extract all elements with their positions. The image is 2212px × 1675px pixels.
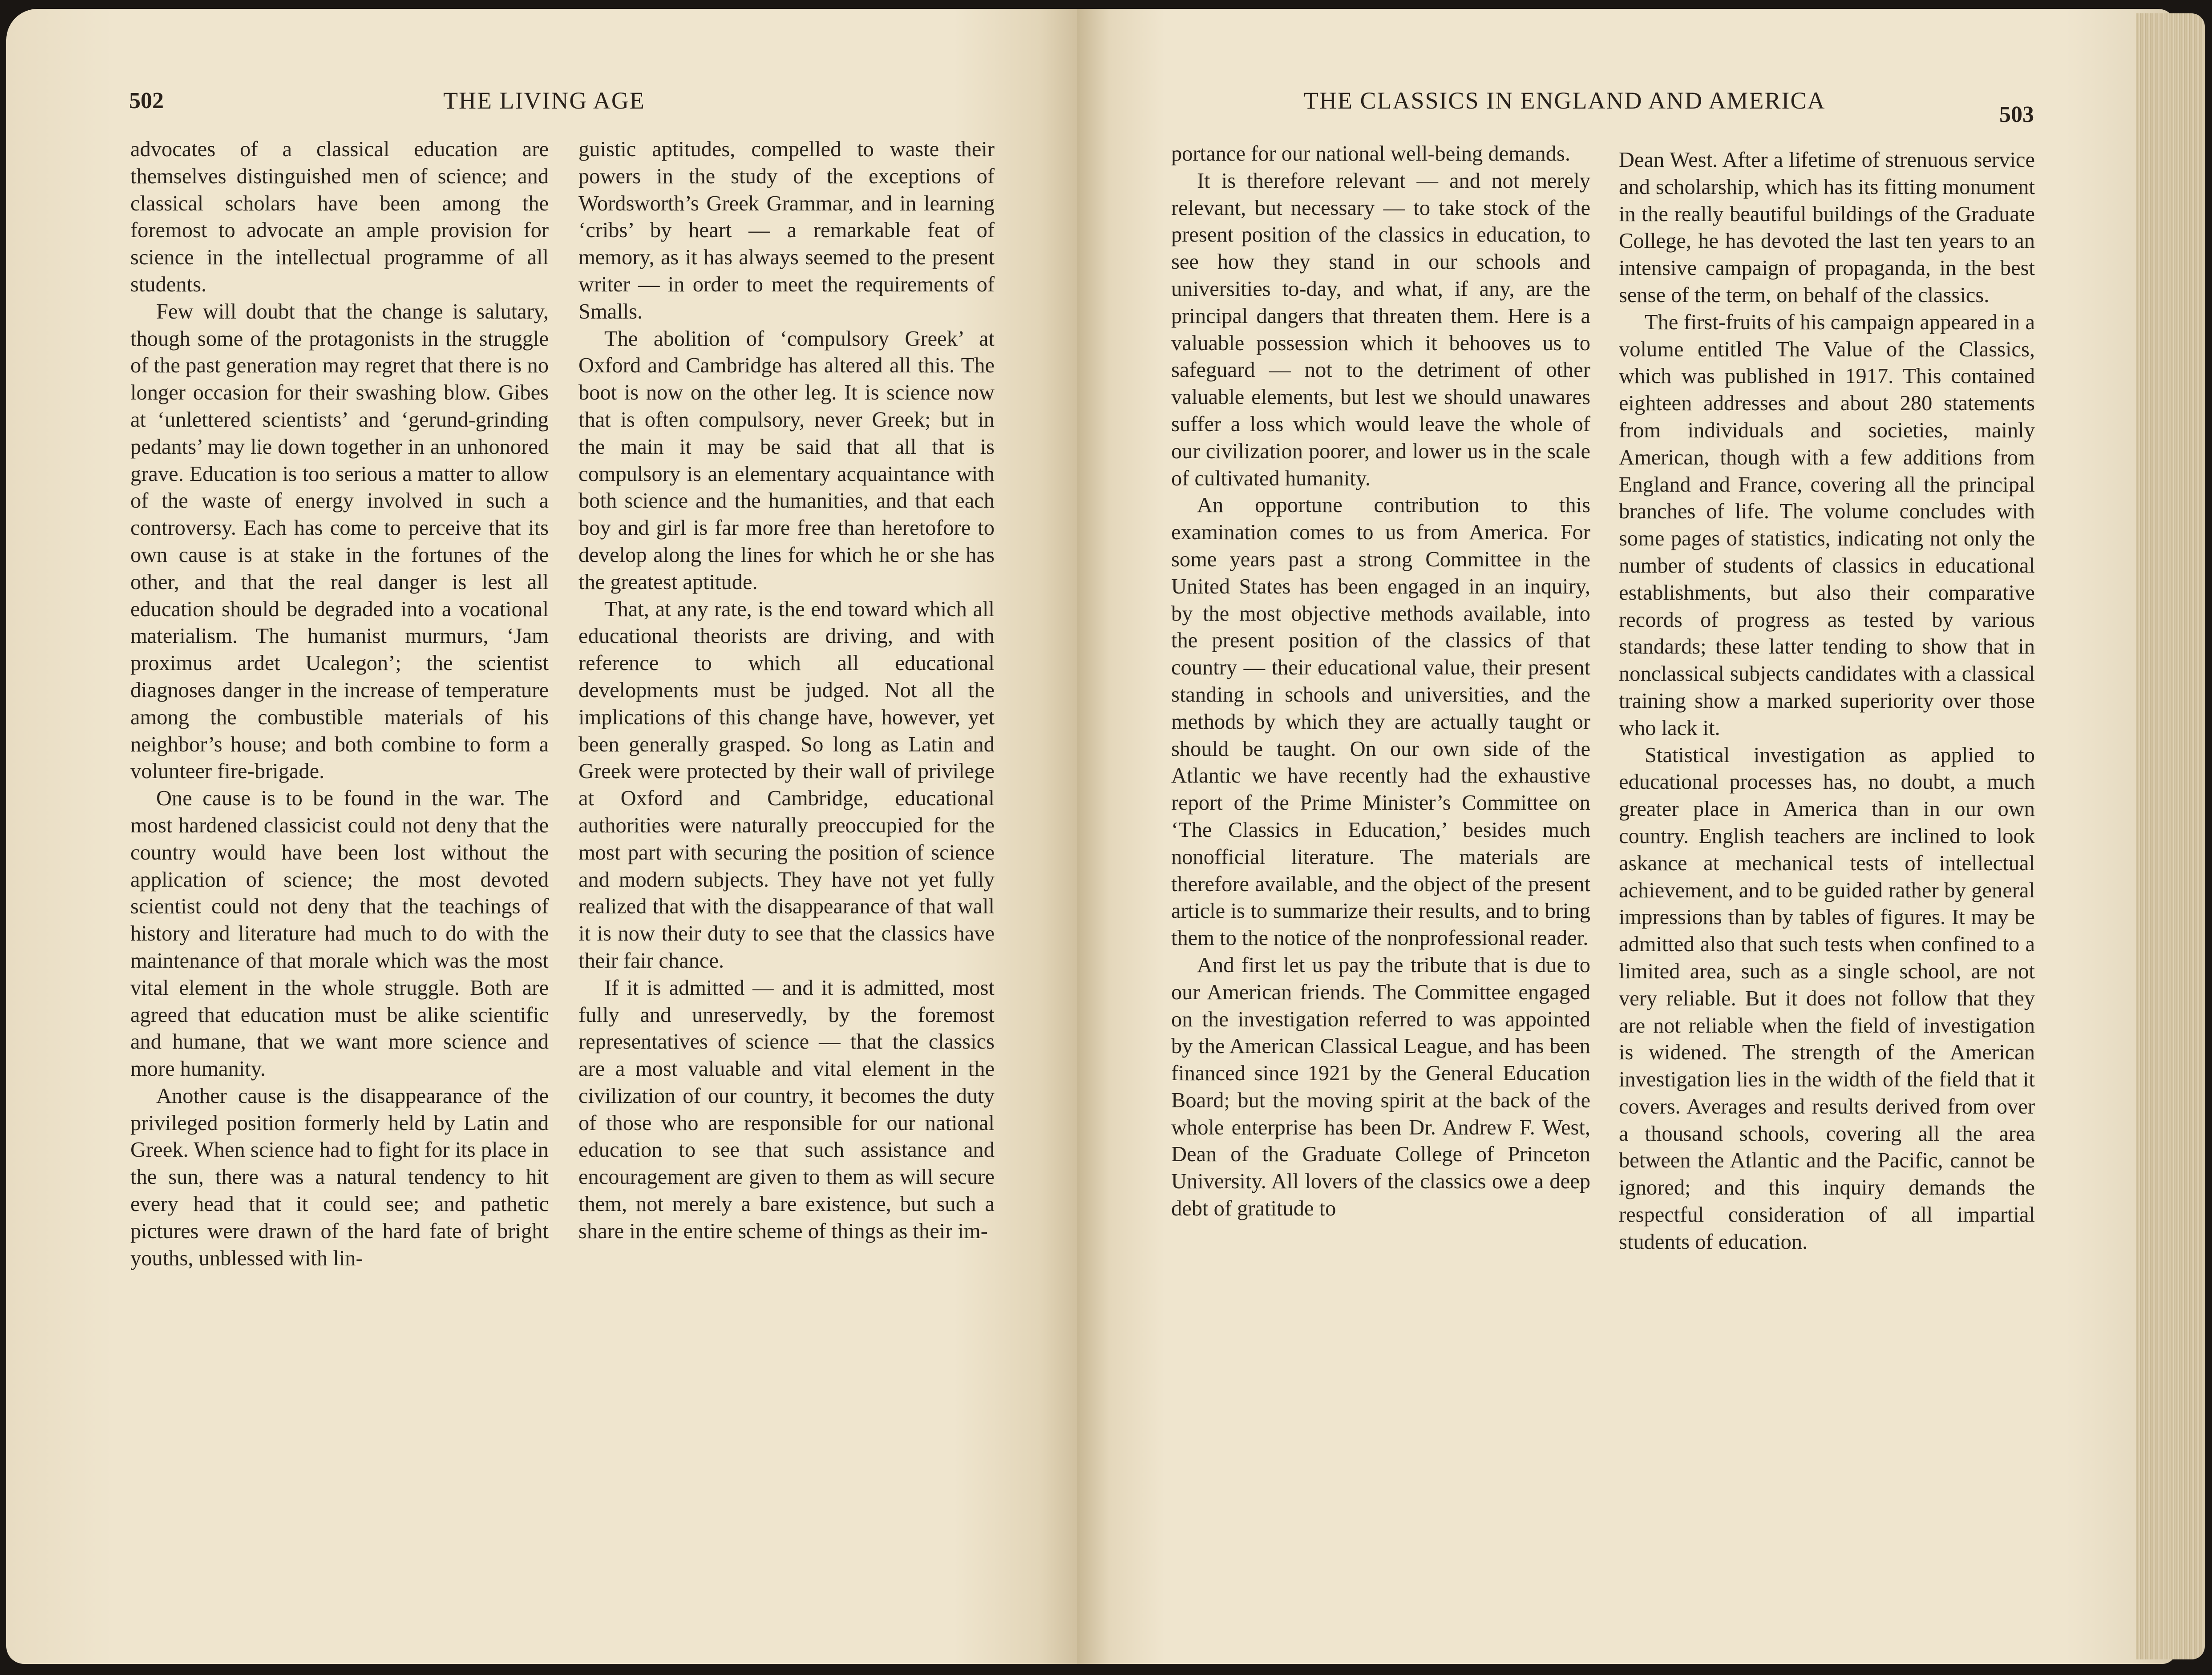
paragraph: advocates of a classical education are themselves distinguished men of science; and classical scholars have been among the foremost to advocate an ample provision for science in the intellectual programme of all students. (130, 137, 549, 296)
right-page-column-1 (1171, 141, 1590, 1223)
paragraph: Statistical investigation as applied to educational processes has, no doubt, a much greater place in America than in our own country. English teachers are inclined to look askance at mechanical tests of intellectual achievement, and to be guided rather by general impressions than by tables of figures. It may be admitted also that such tests when confined to a limited area, such as a single school, are not very reliable. But it does not follow that they are not reliable when the field of investigation is widened. The strength of the American investigation lies in the width of the field that it covers. Averages and results derived from over a thousand schools, covering all the area between the Atlantic and the Pacific, cannot be ignored; and this inquiry demands the respectful consideration of all impartial students of education. (1619, 743, 2035, 1254)
paragraph: If it is admitted — and it is admitted, most fully and unreservedly, by the foremost representatives of science — that the classics are a most valuable and vital element in the civilization of our country, it becomes the duty of those who are responsible for our national education to see that such assistance and encouragement are given to them as will secure them, not merely a bare existence, but such a share in the entire scheme of things as their im- (578, 976, 995, 1243)
paragraph: Dean West. After a lifetime of strenuous service and scholarship, which has its fitting monument in the really beautiful buildings of the Graduate College, he has devoted the last ten years to an intensive campaign of propaganda, in the best sense of the term, on behalf of the classics. (1619, 148, 2035, 307)
right-page-column-2 (1619, 147, 2035, 1256)
paragraph: An opportune contribution to this examination comes to us from America. For some years past a strong Committee in the United States has been engaged in an inquiry, by the most objective methods available, into the present position of the classics of that country — their educational value, their present standing in schools and universities, and the methods by which they are actually taught or should be taught. On our own side of the Atlantic we have recently had the exhaustive report of the Prime Minister’s Committee on ‘The Classics in Education,’ besides much nonofficial literature. The materials are therefore available, and the object of the present article is to summarize their results, and to bring them to the notice of the nonprofessional reader. (1171, 493, 1590, 950)
paragraph: Few will doubt that the change is salutary, though some of the protagonists in the struggle of the past generation may regret that there is no longer occasion for their swashing blow. Gibes at ‘unlettered scientists’ and ‘gerund-grinding pedants’ may lie down together in an unhonored grave. Education is too serious a matter to allow of the waste of energy involved in such a controversy. Each has come to perceive that its own cause is at stake in the fortunes of the other, and that the real danger is lest all education should be degraded into a vocational materialism. The humanist murmurs, ‘Jam proximus ardet Ucalegon’; the scientist diagnoses danger in the increase of temperature among the combustible materials of his neighbor’s house; and both combine to form a volunteer fire-brigade. (130, 299, 549, 783)
paragraph: It is therefore relevant — and not merely relevant, but necessary — to take stock of the present position of the classics in education, to see how they stand in our schools and universities to-day, and what, if any, are the principal dangers that threaten them. Here is a valuable possession which it behooves us to safeguard — not to the detriment of other valuable elements, but lest we should unawares suffer a loss which would leave the whole of our civilization poorer, and lower us in the scale of cultivated humanity. (1171, 169, 1590, 490)
left-page-column-2 (578, 136, 995, 1245)
right-running-head: THE CLASSICS IN ENGLAND AND AMERICA (1304, 87, 1826, 114)
paragraph: Another cause is the disappearance of the privileged position formerly held by Latin and Greek. When science had to fight for its place in the sun, there was a natural tendency to hit every head that it could see; and pathetic pictures were drawn of the hard fate of bright youths, unblessed with lin- (130, 1084, 549, 1270)
page-edges (2136, 13, 2205, 1659)
paragraph: The first-fruits of his campaign appeared in a volume entitled The Value of the Classics, which was published in 1917. This contained eighteen addresses and about 280 statements from individuals and societies, mainly American, though with a few additions from England and France, covering all the principal branches of life. The volume concludes with some pages of statistics, indicating not only the number of students of classics in educational establishments, but also their comparative records of progress as tested by various standards; these latter tending to show that in nonclassical subjects candidates with a classical training show a marked superiority over those who lack it. (1619, 310, 2035, 740)
paragraph: portance for our national well-being demands. (1171, 142, 1570, 165)
left-page-number: 502 (129, 88, 164, 113)
paragraph: The abolition of ‘compulsory Greek’ at Oxford and Cambridge has altered all this. The boot is now on the other leg. It is science now that is often compulsory, never Greek; but in the main it may be said that all that is compulsory is an elementary acquaintance with both science and the humanities, and that each boy and girl is far more free than heretofore to develop along the lines for which he or she has the greatest aptitude. (578, 327, 995, 594)
paragraph: And first let us pay the tribute that is due to our American friends. The Committee engaged on the investigation referred to was appointed by the American Classical League, and has been financed since 1921 by the General Education Board; but the moving spirit at the back of the whole enterprise has been Dr. Andrew F. West, Dean of the Graduate College of Princeton University. All lovers of the classics owe a deep debt of gratitude to (1171, 953, 1590, 1221)
paragraph: One cause is to be found in the war. The most hardened classicist could not deny that the country would have been lost without the application of science; the most devoted scientist could not deny that the teachings of history and literature had much to do with the maintenance of that morale which was the most vital element in the whole struggle. Both are agreed that education must be alike scientific and humane, that we want more science and more humanity. (130, 787, 549, 1081)
paragraph: That, at any rate, is the end toward which all educational theorists are driving, and with reference to which all educational developments must be judged. Not all the implications of this change have, however, yet been generally grasped. So long as Latin and Greek were protected by their wall of privilege at Oxford and Cambridge, educational authorities were naturally preoccupied for the most part with securing the position of science and modern subjects. They have not yet fully realized that with the disappearance of that wall it is now their duty to see that the classics have their fair chance. (578, 597, 995, 973)
paragraph: guistic aptitudes, compelled to waste their powers in the study of the exceptions of Wordsworth’s Greek Grammar, and in learning ‘cribs’ by heart — a remarkable feat of memory, as it has always seemed to the present writer — in order to meet the requirements of Smalls. (578, 137, 995, 323)
left-page-column-1 (130, 136, 549, 1272)
right-page-number: 503 (1999, 102, 2034, 127)
left-running-head: THE LIVING AGE (443, 87, 645, 114)
